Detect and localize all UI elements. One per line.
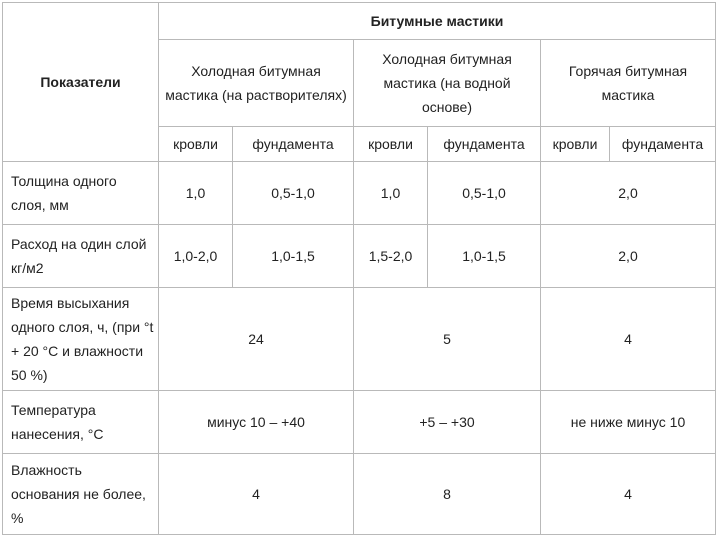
cell-value: 1,0 bbox=[159, 162, 233, 225]
table-row bbox=[3, 162, 716, 225]
row-label: Толщина одного слоя, мм bbox=[3, 162, 159, 225]
cell-value: 5 bbox=[354, 288, 541, 391]
table-row bbox=[3, 288, 716, 391]
cell-value: 1,5-2,0 bbox=[354, 225, 428, 288]
subheader-foundation: фундамента bbox=[233, 127, 354, 162]
cell-value: 4 bbox=[541, 454, 716, 535]
cell-value: 4 bbox=[159, 454, 354, 535]
bitumen-mastics-table bbox=[2, 2, 716, 535]
cell-value: 2,0 bbox=[541, 225, 716, 288]
cell-value: 0,5-1,0 bbox=[233, 162, 354, 225]
cell-value: минус 10 – +40 bbox=[159, 391, 354, 454]
header-type-water: Холодная битумная мастика (на водной основе) bbox=[354, 40, 541, 127]
cell-value: не ниже минус 10 bbox=[541, 391, 716, 454]
subheader-roof: кровли bbox=[354, 127, 428, 162]
cell-value: +5 – +30 bbox=[354, 391, 541, 454]
cell-value: 1,0-2,0 bbox=[159, 225, 233, 288]
table-row bbox=[3, 391, 716, 454]
subheader-roof: кровли bbox=[541, 127, 610, 162]
cell-value: 2,0 bbox=[541, 162, 716, 225]
cell-value: 1,0-1,5 bbox=[428, 225, 541, 288]
subheader-roof: кровли bbox=[159, 127, 233, 162]
cell-value: 1,0-1,5 bbox=[233, 225, 354, 288]
header-indicators: Показатели bbox=[3, 3, 159, 162]
row-label: Влажность основания не более, % bbox=[3, 454, 159, 535]
row-label: Расход на один слой кг/м2 bbox=[3, 225, 159, 288]
cell-value: 24 bbox=[159, 288, 354, 391]
cell-value: 8 bbox=[354, 454, 541, 535]
header-group-title: Битумные мастики bbox=[159, 3, 716, 40]
table-row bbox=[3, 454, 716, 535]
header-type-hot: Горячая битумная мастика bbox=[541, 40, 716, 127]
table-row bbox=[3, 225, 716, 288]
subheader-foundation: фундамента bbox=[610, 127, 716, 162]
cell-value: 1,0 bbox=[354, 162, 428, 225]
row-label: Время высыхания одного слоя, ч, (при °t + 20 °С и влажности 50 %) bbox=[3, 288, 159, 391]
row-label: Температура нанесения, °С bbox=[3, 391, 159, 454]
cell-value: 0,5-1,0 bbox=[428, 162, 541, 225]
header-type-solvent: Холодная битумная мастика (на растворителях) bbox=[159, 40, 354, 127]
cell-value: 4 bbox=[541, 288, 716, 391]
subheader-foundation: фундамента bbox=[428, 127, 541, 162]
